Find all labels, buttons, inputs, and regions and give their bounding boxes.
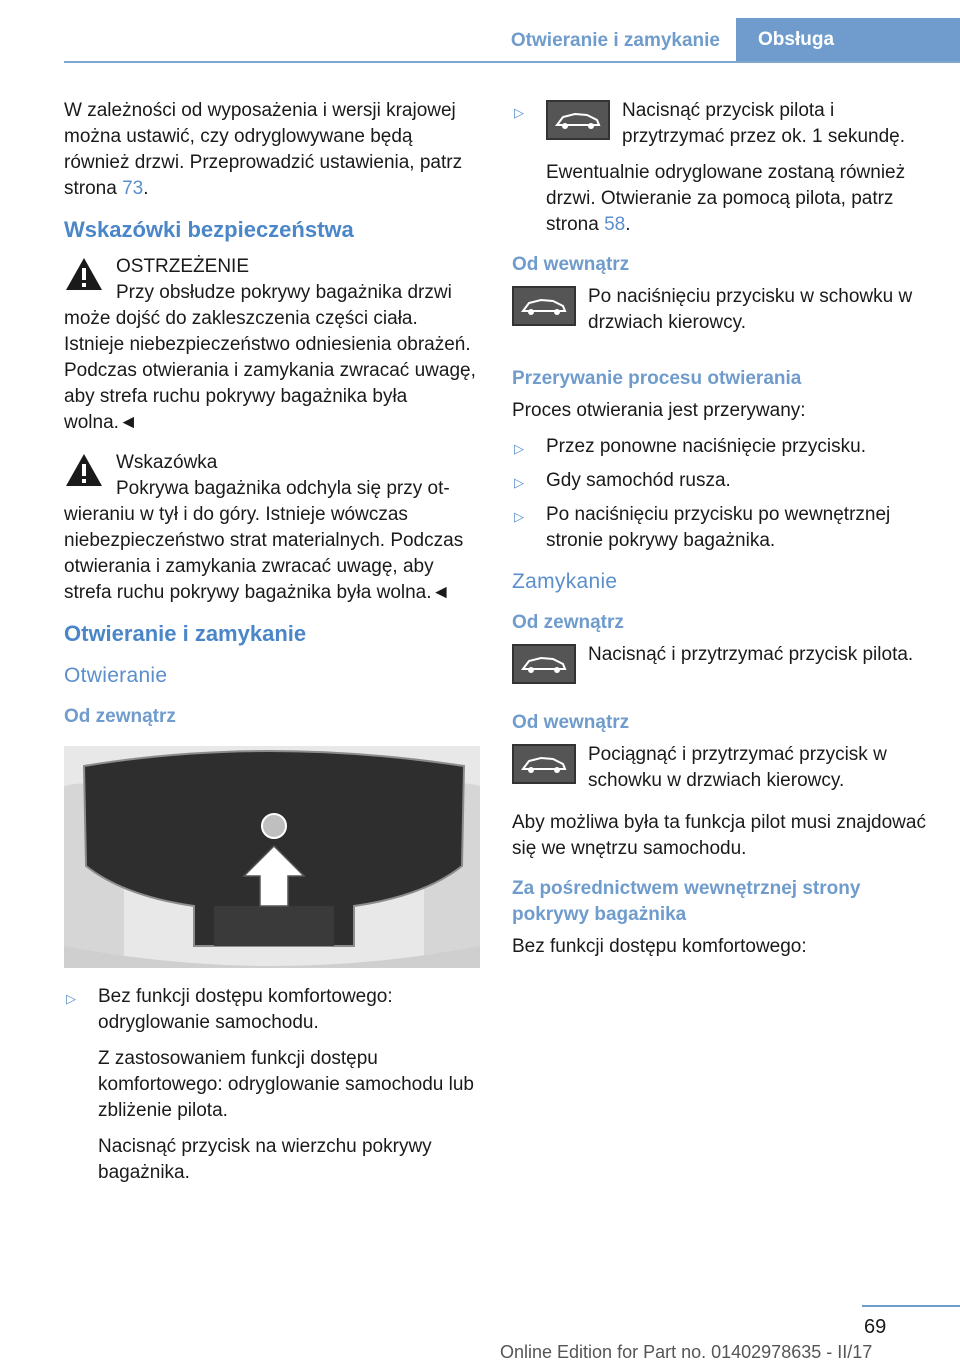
intro-text: W zależności od wyposażenia i wersji krajowej można ustawić, czy odryglowywane będą również drzwi. Przeprowadzić ustawienia, patrz strona [64, 100, 463, 199]
list-item [512, 468, 928, 494]
remote-instruction: Nacisnąć przycisk pilota i przytrzymać przez ok. 1 sekundę. [622, 100, 905, 147]
warning-text: może dojść do zakleszczenia części ciała. Istnieje niebezpieczeństwo odniesienia obrażeń. Podczas otwierania i zamykania zwracać uwagę, aby strefa ruchu pokrywy bagażnika była wolna.◄ [64, 308, 476, 433]
outside-heading: Od zewnątrz [64, 706, 176, 727]
bullet-triangle-icon: ▷ [514, 441, 524, 456]
edition-note: Online Edition for Part no. 01402978635 - II/17 [500, 1342, 873, 1362]
close-outside-heading: Od zewnątrz [512, 612, 624, 633]
interrupt-intro: Proces otwierania jest przerywany: [512, 400, 806, 421]
close-outside-row [512, 642, 928, 684]
inside-instruction: Po naciśnięciu przycisku w schowku w drzwiach kierowcy. [588, 286, 913, 333]
inside-heading: Od wewnątrz [512, 254, 630, 275]
notice-block [64, 450, 480, 606]
list-item [512, 98, 928, 238]
trunk-lid-illustration [64, 746, 480, 968]
car-rear-icon [64, 746, 480, 968]
warning-triangle-icon [64, 256, 104, 292]
open-close-heading: Otwieranie i zamykanie [64, 621, 307, 646]
warning-block [64, 254, 480, 436]
notice-triangle-icon [64, 452, 104, 488]
remote-open-list [512, 98, 928, 238]
bullet-triangle-icon: ▷ [514, 475, 524, 490]
bullet-text-3: Nacisnąć przycisk na wierzchu pokrywy bagażnika. [98, 1136, 432, 1183]
remote-note [546, 160, 928, 238]
footer-divider [862, 1305, 960, 1307]
header-divider [64, 61, 960, 63]
closing-heading: Zamykanie [512, 570, 618, 593]
outside-open-list [64, 984, 480, 1186]
close-inside-row [512, 742, 928, 794]
notice-title: Wskazówka [116, 452, 218, 473]
bullet-triangle-icon: ▷ [514, 509, 524, 524]
intro-paragraph [64, 98, 480, 202]
trunk-key-icon [546, 100, 610, 140]
list-item [64, 984, 480, 1186]
no-comfort-text: Bez funkcji dostępu komfortowego: [512, 936, 807, 957]
close-inside-heading: Od wewnątrz [512, 712, 630, 733]
warning-line1: Przy obsłudze pokrywy bagażnika drzwi [116, 282, 452, 303]
warning-title: OSTRZEŻENIE [116, 256, 250, 277]
bullet-triangle-icon: ▷ [66, 991, 76, 1006]
trunk-key-icon [512, 644, 576, 684]
remote-note-text: Ewentualnie odryglowane zostaną również drzwi. Otwieranie za pomocą pilota, patrz strona [546, 162, 906, 235]
list-item [512, 434, 928, 460]
close-inside-instruction: Pociągnąć i przytrzymać przycisk w schowku w drzwiach kierowcy. [588, 744, 887, 791]
notice-line1: Pokrywa bagażnika odchyla się przy ot- [116, 478, 450, 499]
left-column [64, 98, 480, 1196]
header-section-title: Otwieranie i zamykanie [510, 30, 720, 51]
header-chapter-tab: Obsługa [736, 18, 960, 62]
bullet-text-1: Bez funkcji dostępu komfortowego: odryglowanie samochodu. [98, 986, 393, 1033]
safety-heading: Wskazówki bezpieczeństwa [64, 217, 354, 242]
inside-key-row [512, 284, 928, 336]
page-header [0, 0, 960, 62]
bullet-triangle-icon: ▷ [514, 105, 524, 120]
opening-heading: Otwieranie [64, 664, 168, 687]
close-outside-instruction: Nacisnąć i przytrzymać przycisk pilota. [588, 644, 914, 665]
interrupt-heading: Przerywanie procesu otwierania [512, 368, 802, 389]
interrupt-item-2: Gdy samochód rusza. [546, 470, 731, 491]
right-column [512, 98, 928, 970]
notice-text: wieraniu w tył i do góry. Istnieje wówczas niebezpieczeństwo strat materialnych. Podczas otwierania i zamykania zwracać uwagę, aby strefa ruchu pokrywy bagażnika była wolna.◄ [64, 504, 464, 603]
interrupt-item-1: Przez ponowne naciśnięcie przycisku. [546, 436, 866, 457]
page-link-58[interactable]: 58 [604, 214, 626, 235]
remote-key-row [546, 98, 928, 150]
trunk-button-icon [512, 744, 576, 784]
trunk-button-icon [512, 286, 576, 326]
remote-inside-note: Aby możliwa była ta funkcja pilot musi znajdować się we wnętrzu samochodu. [512, 812, 926, 859]
inner-side-heading: Za pośrednictwem wewnętrznej strony pokrywy bagażnika [512, 878, 861, 925]
bullet-text-2: Z zastosowaniem funkcji dostępu komfortowego: odryglowanie samochodu lub zbliżenie pilota. [98, 1048, 474, 1121]
list-item [512, 502, 928, 554]
remote-note-end: . [625, 214, 631, 235]
page-number: 69 [864, 1316, 887, 1338]
intro-end: . [143, 178, 149, 199]
interrupt-item-3: Po naciśnięciu przycisku po wewnętrznej stronie pokrywy bagażnika. [546, 504, 891, 551]
interrupt-list [512, 434, 928, 554]
page-link-73[interactable]: 73 [122, 178, 144, 199]
